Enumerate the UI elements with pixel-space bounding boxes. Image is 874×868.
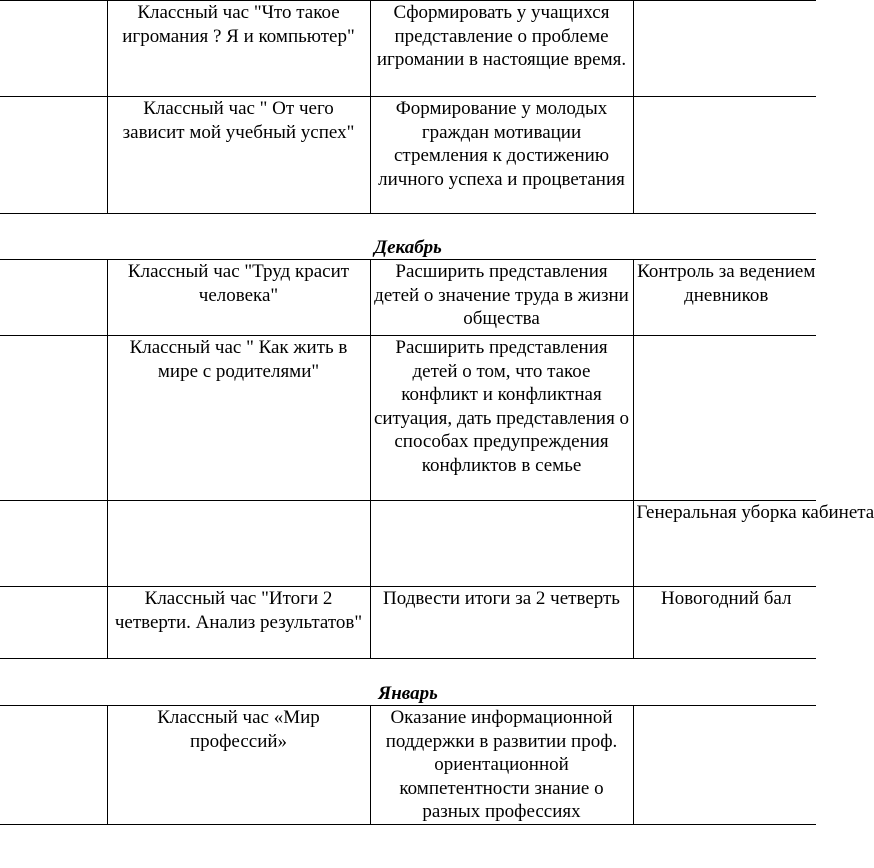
table-row — [0, 587, 816, 659]
goal-cell: Расширить представления детей о том, что такое конфликт и конфликтная ситуация, дать представления о способах предупреждения конфликтов в семье — [370, 336, 633, 501]
goal-cell: Оказание информационной поддержки в развитии проф. ориентационной компетентности знание о разных профессиях — [370, 706, 633, 825]
number-cell — [0, 706, 107, 825]
table-row — [0, 97, 816, 214]
goal-cell: Формирование у молодых граждан мотивации стремления к достижению личного успеха и процветания — [370, 97, 633, 214]
table-row — [0, 501, 816, 587]
goal-cell: Сформировать у учащихся представление о проблеме игромании в настоящие время. — [370, 1, 633, 97]
note-cell: Генеральная уборка кабинета — [633, 501, 816, 587]
event-cell: Классный час "Итоги 2 четверти. Анализ результатов" — [107, 587, 370, 659]
table-row — [0, 706, 816, 825]
table-row — [0, 1, 816, 97]
note-cell — [633, 706, 816, 825]
goal-cell — [370, 501, 633, 587]
number-cell — [0, 501, 107, 587]
note-cell: Контроль за ведением дневников — [633, 260, 816, 336]
note-cell — [633, 336, 816, 501]
number-cell — [0, 97, 107, 214]
plan-table-november — [0, 0, 816, 214]
number-cell — [0, 260, 107, 336]
table-row — [0, 336, 816, 501]
month-heading-january: Январь — [378, 683, 438, 704]
event-cell: Классный час "Труд красит человека" — [107, 260, 370, 336]
number-cell — [0, 336, 107, 501]
event-cell: Классный час " Как жить в мире с родителями" — [107, 336, 370, 501]
note-cell — [633, 97, 816, 214]
month-heading-december: Декабрь — [374, 237, 442, 258]
table-row — [0, 260, 816, 336]
number-cell — [0, 587, 107, 659]
event-cell: Классный час " От чего зависит мой учебный успех" — [107, 97, 370, 214]
plan-table-december — [0, 259, 874, 659]
event-cell: Классный час «Мир профессий» — [107, 706, 370, 825]
note-cell — [633, 1, 816, 97]
goal-cell: Расширить представления детей о значение труда в жизни общества — [370, 260, 633, 336]
plan-table-january — [0, 705, 816, 825]
note-cell: Новогодний бал — [633, 587, 816, 659]
goal-cell: Подвести итоги за 2 четверть — [370, 587, 633, 659]
number-cell — [0, 1, 107, 97]
event-cell: Классный час "Что такое игромания ? Я и компьютер" — [107, 1, 370, 97]
event-cell — [107, 501, 370, 587]
